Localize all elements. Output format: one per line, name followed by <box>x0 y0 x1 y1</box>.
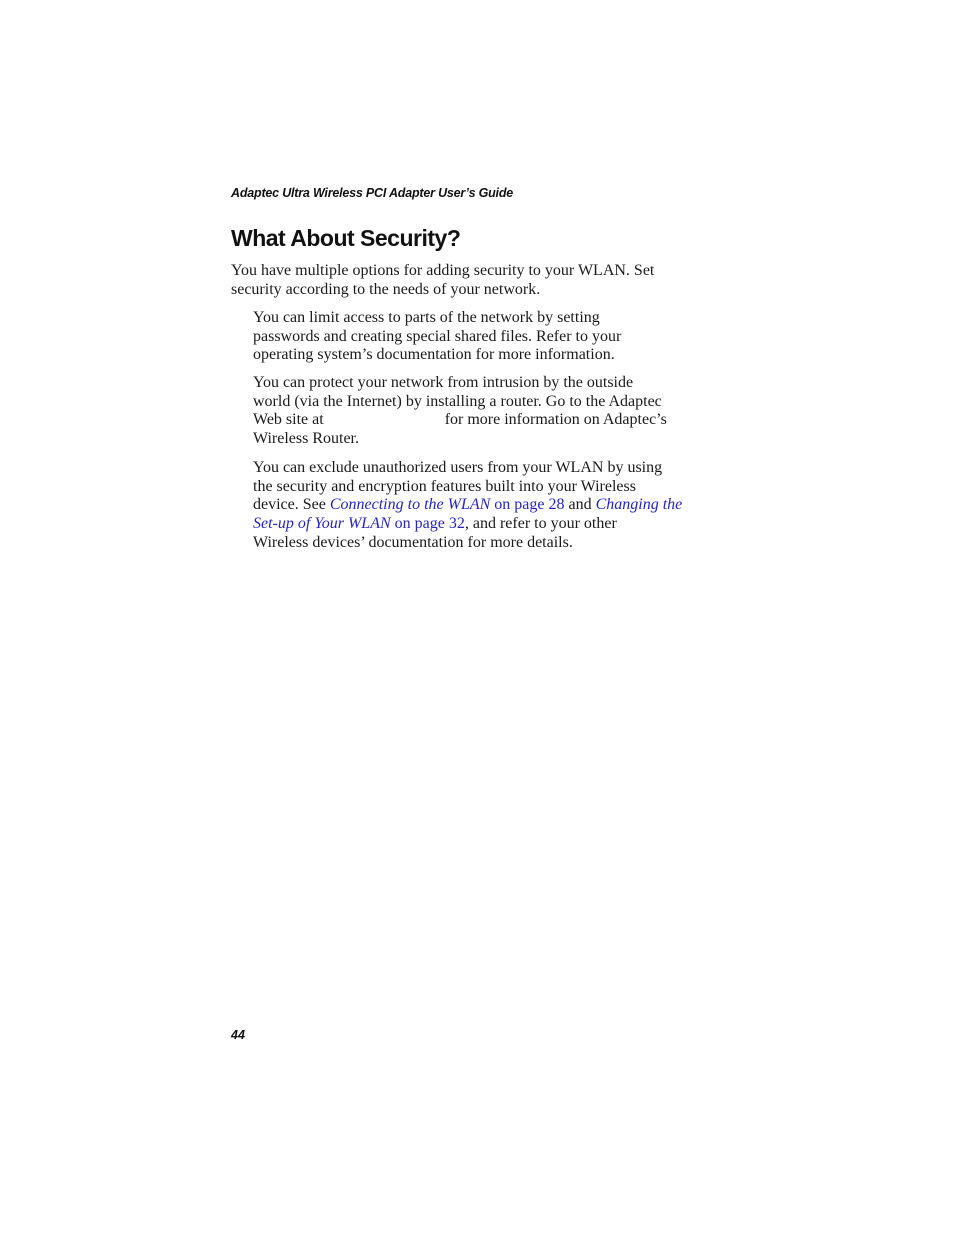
bullet-encryption-line-1: You can exclude unauthorized users from your WLAN by using <box>253 459 663 476</box>
bullet-router-line-2: world (via the Internet) by installing a router. Go to the Adaptec <box>253 392 662 410</box>
refer-text: , and refer to your other <box>464 515 617 533</box>
bullet-router <box>253 374 703 449</box>
intro-line-2: security according to the needs of your network. <box>231 280 541 298</box>
bullet-encryption <box>253 459 703 553</box>
running-header: Adaptec Ultra Wireless PCI Adapter User’s Guide <box>231 186 514 200</box>
page-number: 44 <box>231 1028 245 1042</box>
xref-connecting-to-wlan[interactable] <box>330 496 565 513</box>
xref-changing-page: on page 32 <box>390 515 465 533</box>
web-site-text: Web site at <box>253 411 324 429</box>
xref-changing-title-part1: Changing the <box>595 496 683 514</box>
see-text: device. See <box>253 496 330 514</box>
bullet-encryption-line-4 <box>253 515 703 534</box>
and-text: and <box>564 496 596 514</box>
bullet-encryption-line-5: Wireless devices’ documentation for more details. <box>253 533 573 551</box>
bullet-encryption-line-3 <box>253 496 703 515</box>
xref-changing-setup-part1[interactable] <box>596 496 683 513</box>
more-info-text: for more information on Adaptec’s <box>444 411 667 429</box>
xref-changing-setup-part2[interactable] <box>253 515 465 532</box>
xref-connecting-title: Connecting to the WLAN <box>329 496 491 514</box>
intro-line-1: You have multiple options for adding security to your WLAN. Set <box>231 262 655 279</box>
bullet-router-line-1: You can protect your network from intrusion by the outside <box>253 374 634 391</box>
xref-changing-title-part2: Set-up of Your WLAN <box>253 515 391 533</box>
bullet-router-line-4: Wireless Router. <box>253 430 359 448</box>
xref-connecting-page: on page 28 <box>490 496 565 514</box>
section-title: What About Security? <box>231 225 461 251</box>
bullet-passwords <box>253 309 703 365</box>
bullet-passwords-line-1: You can limit access to parts of the network by setting <box>253 309 600 326</box>
bullet-passwords-line-2: passwords and creating special shared files. Refer to your <box>253 327 622 345</box>
bullet-router-line-3 <box>253 411 703 430</box>
intro-paragraph <box>231 262 701 299</box>
bullet-passwords-line-3: operating system’s documentation for more information. <box>253 346 615 364</box>
bullet-encryption-line-2: the security and encryption features built into your Wireless <box>253 477 636 495</box>
